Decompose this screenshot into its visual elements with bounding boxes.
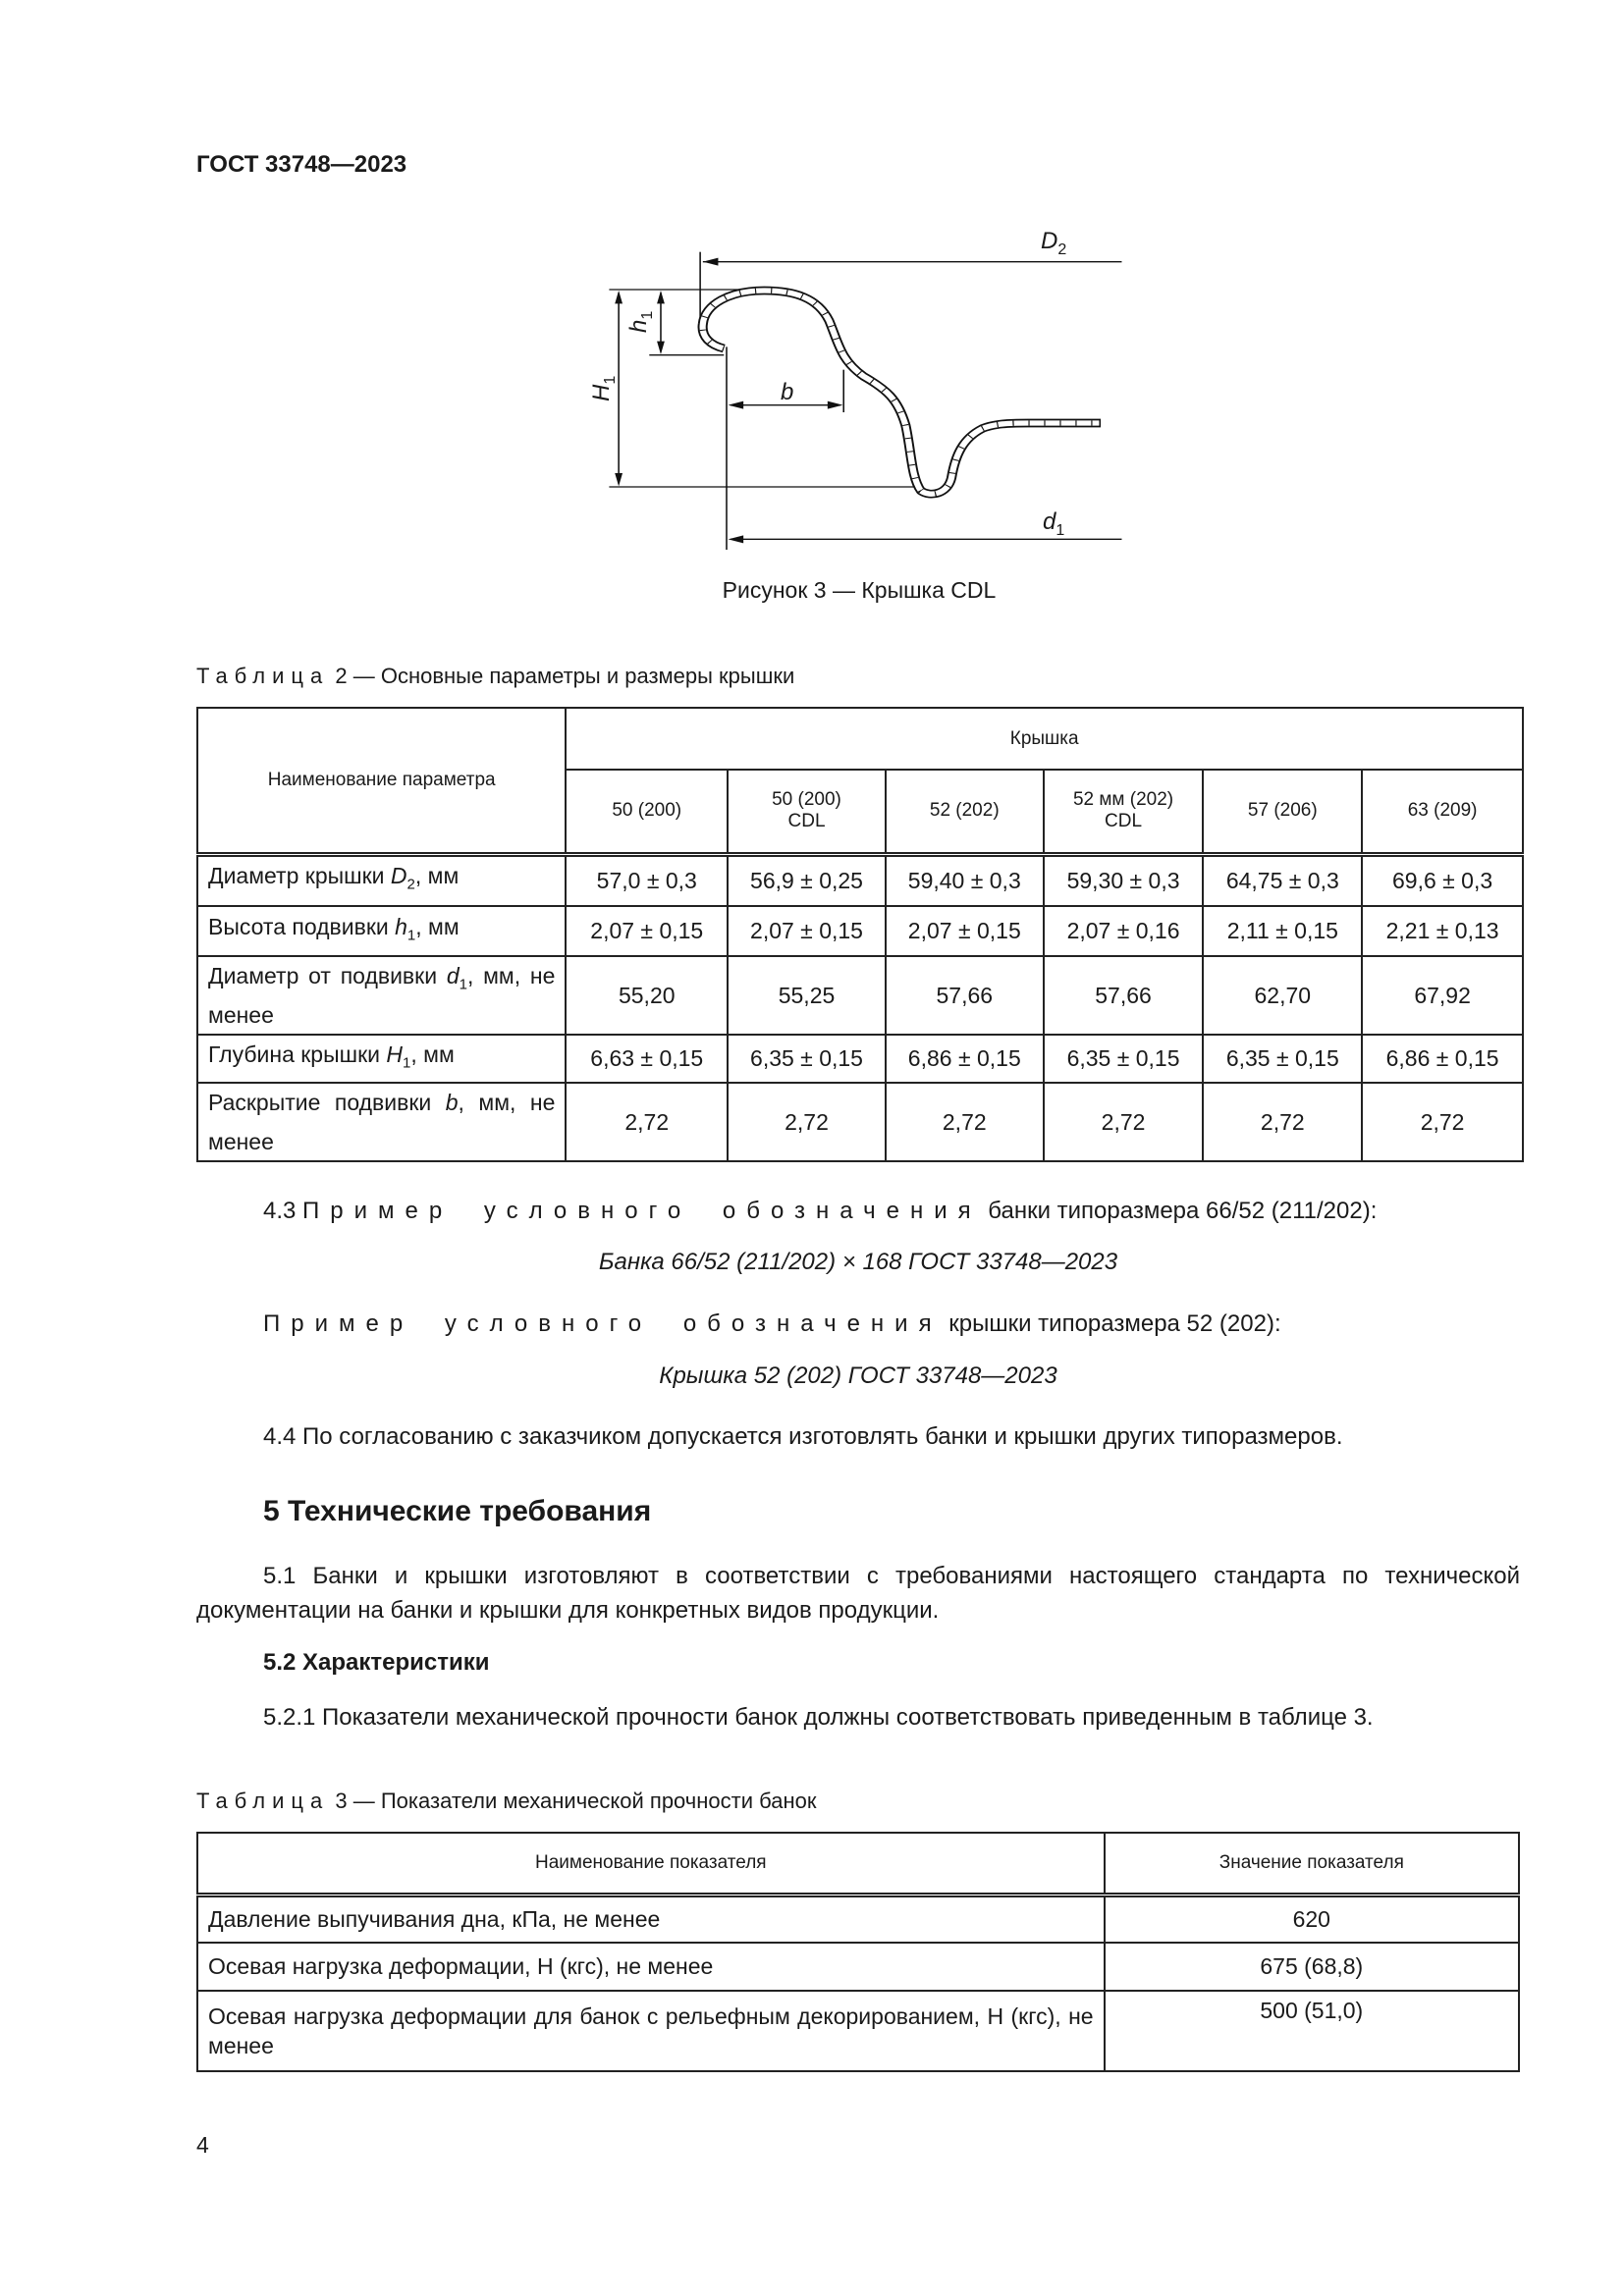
param-value: 55,25 bbox=[728, 956, 886, 1035]
param-value: 2,72 bbox=[1362, 1083, 1523, 1161]
param-name-post: , мм bbox=[415, 913, 460, 939]
param-value: 2,07 ± 0,15 bbox=[728, 906, 886, 956]
param-value: 2,07 ± 0,15 bbox=[886, 906, 1044, 956]
param-name-pre: Высота подвивки bbox=[208, 913, 396, 939]
param-value: 2,72 bbox=[886, 1083, 1044, 1161]
param-name-var: H bbox=[386, 1041, 404, 1067]
figure-caption: Рисунок 3 — Крышка CDL bbox=[722, 577, 997, 603]
param-value: 59,30 ± 0,3 bbox=[1044, 854, 1204, 906]
paragraph-example-lid: Пример условного обозначения крышки типоразмера 52 (202): bbox=[263, 1310, 1281, 1337]
label-d1: $d_1$ bbox=[1043, 508, 1065, 539]
param-name-pre: Глубина крышки bbox=[208, 1041, 387, 1067]
param-name bbox=[197, 854, 566, 906]
param-header: Наименование параметра bbox=[197, 708, 566, 854]
param-name bbox=[197, 956, 566, 1035]
param-value: 2,72 bbox=[566, 1083, 728, 1161]
t3-cell-name: Давление выпучивания дна, кПа, не менее bbox=[197, 1895, 1105, 1943]
param-value: 6,86 ± 0,15 bbox=[1362, 1035, 1523, 1083]
section-5-heading: 5 Технические требования bbox=[263, 1495, 652, 1527]
section-5-2-heading: 5.2 Характеристики bbox=[263, 1649, 490, 1676]
paragraph-4-3: 4.3 Пример условного обозначения банки типоразмера 66/52 (211/202): bbox=[263, 1198, 1378, 1224]
param-value: 6,86 ± 0,15 bbox=[886, 1035, 1044, 1083]
param-value: 56,9 ± 0,25 bbox=[728, 854, 886, 906]
param-name-var: b bbox=[445, 1090, 459, 1116]
column-header-line2: CDL bbox=[1105, 811, 1143, 832]
param-value: 57,66 bbox=[1044, 956, 1204, 1035]
label-b: b bbox=[781, 379, 794, 405]
paragraph-4-4: 4.4 По согласованию с заказчиком допускается изготовлять банки и крышки других типоразмеров. bbox=[263, 1423, 1343, 1450]
param-value: 64,75 ± 0,3 bbox=[1203, 854, 1362, 906]
document-header: ГОСТ 33748—2023 bbox=[196, 151, 407, 178]
param-name-var: d bbox=[446, 963, 460, 989]
param-value: 6,35 ± 0,15 bbox=[1203, 1035, 1362, 1083]
param-name-post: , мм, не менее bbox=[208, 963, 556, 1028]
param-name bbox=[197, 1083, 566, 1161]
t3-header-name: Наименование показателя bbox=[197, 1833, 1105, 1895]
param-value: 59,40 ± 0,3 bbox=[886, 854, 1044, 906]
table-row bbox=[197, 854, 1523, 906]
column-header-line1: 52 мм (202) bbox=[1072, 789, 1174, 811]
table2-caption: Таблица 2 — Основные параметры и размеры крышки bbox=[196, 664, 795, 688]
column-header-line1: 52 (202) bbox=[929, 800, 1000, 822]
param-value: 2,11 ± 0,15 bbox=[1203, 906, 1362, 956]
param-name-sub: 1 bbox=[459, 976, 467, 993]
t3-cell-name: Осевая нагрузка деформации, Н (кгс), не менее bbox=[197, 1943, 1105, 1991]
param-value: 2,72 bbox=[1044, 1083, 1204, 1161]
paragraph-5-1: 5.1 Банки и крышки изготовляют в соответствии с требованиями настоящего стандарта по технической документации на банки и крышки для конкретных видов продукции. bbox=[196, 1563, 1520, 1624]
table-lid-parameters bbox=[196, 707, 1524, 1162]
column-header bbox=[886, 770, 1044, 854]
param-name bbox=[197, 1035, 566, 1083]
column-header-line1: 50 (200) bbox=[772, 789, 841, 811]
column-header bbox=[1044, 770, 1204, 854]
param-name-post: , мм bbox=[410, 1041, 455, 1067]
table-row bbox=[197, 906, 1523, 956]
param-name-post: , мм bbox=[414, 863, 460, 889]
column-header bbox=[566, 770, 728, 854]
t3-header-value: Значение показателя bbox=[1105, 1833, 1519, 1895]
column-header bbox=[728, 770, 886, 854]
param-name-pre: Диаметр крышки bbox=[208, 863, 391, 889]
label-h1-depth: $H_1$ bbox=[588, 375, 620, 402]
param-name-pre: Раскрытие подвивки bbox=[208, 1090, 446, 1116]
param-value: 2,21 ± 0,13 bbox=[1362, 906, 1523, 956]
param-value: 2,07 ± 0,16 bbox=[1044, 906, 1204, 956]
group-header: Крышка bbox=[566, 708, 1523, 770]
column-header bbox=[1203, 770, 1362, 854]
param-value: 6,63 ± 0,15 bbox=[566, 1035, 728, 1083]
column-header-line1: 63 (209) bbox=[1407, 800, 1478, 822]
param-name-post: , мм, не менее bbox=[208, 1090, 556, 1154]
example-lid: Крышка 52 (202) ГОСТ 33748—2023 bbox=[659, 1362, 1057, 1389]
param-value: 6,35 ± 0,15 bbox=[1044, 1035, 1204, 1083]
t3-cell-value: 620 bbox=[1105, 1895, 1519, 1943]
table-row bbox=[197, 1991, 1519, 2071]
column-header-line1: 50 (200) bbox=[612, 800, 682, 822]
example-can: Банка 66/52 (211/202) × 168 ГОСТ 33748—2023 bbox=[598, 1249, 1118, 1275]
param-value: 67,92 bbox=[1362, 956, 1523, 1035]
t3-cell-name: Осевая нагрузка деформации для банок с рельефным декорированием, Н (кгс), не менее bbox=[197, 1991, 1105, 2071]
param-name-var: D bbox=[390, 863, 407, 889]
param-value: 55,20 bbox=[566, 956, 728, 1035]
param-value: 57,66 bbox=[886, 956, 1044, 1035]
param-value: 62,70 bbox=[1203, 956, 1362, 1035]
param-value: 57,0 ± 0,3 bbox=[566, 854, 728, 906]
label-h1-small: $h_1$ bbox=[625, 310, 657, 334]
lid-profile-drawing bbox=[550, 216, 1139, 609]
lid-profile bbox=[703, 291, 1101, 494]
param-name-sub: 1 bbox=[406, 927, 416, 944]
table-row bbox=[197, 1083, 1523, 1161]
paragraph-5-2-1: 5.2.1 Показатели механической прочности банок должны соответствовать приведенным в таблице 3. bbox=[263, 1704, 1374, 1731]
param-value: 2,72 bbox=[1203, 1083, 1362, 1161]
param-name-var: h bbox=[395, 913, 407, 939]
column-header-line2: CDL bbox=[787, 811, 826, 832]
page-number: 4 bbox=[196, 2132, 209, 2158]
t3-cell-value: 675 (68,8) bbox=[1105, 1943, 1519, 1991]
table-row bbox=[197, 1895, 1519, 1943]
column-header bbox=[1362, 770, 1523, 854]
column-header-line1: 57 (206) bbox=[1247, 800, 1318, 822]
param-name-sub: 2 bbox=[406, 877, 415, 894]
param-value: 2,72 bbox=[728, 1083, 886, 1161]
table-row bbox=[197, 956, 1523, 1035]
table-row bbox=[197, 1943, 1519, 1991]
param-name-sub: 1 bbox=[403, 1054, 411, 1072]
table-row bbox=[197, 1035, 1523, 1083]
param-name-pre: Диаметр от подвивки bbox=[208, 963, 447, 989]
param-value: 2,07 ± 0,15 bbox=[566, 906, 728, 956]
param-name bbox=[197, 906, 566, 956]
table3-caption: Таблица 3 — Показатели механической прочности банок bbox=[196, 1789, 817, 1813]
t3-cell-value: 500 (51,0) bbox=[1105, 1991, 1519, 2071]
param-value: 6,35 ± 0,15 bbox=[728, 1035, 886, 1083]
table-mechanical-strength bbox=[196, 1832, 1520, 2072]
param-value: 69,6 ± 0,3 bbox=[1362, 854, 1523, 906]
label-d2: $D_2$ bbox=[1041, 228, 1067, 258]
